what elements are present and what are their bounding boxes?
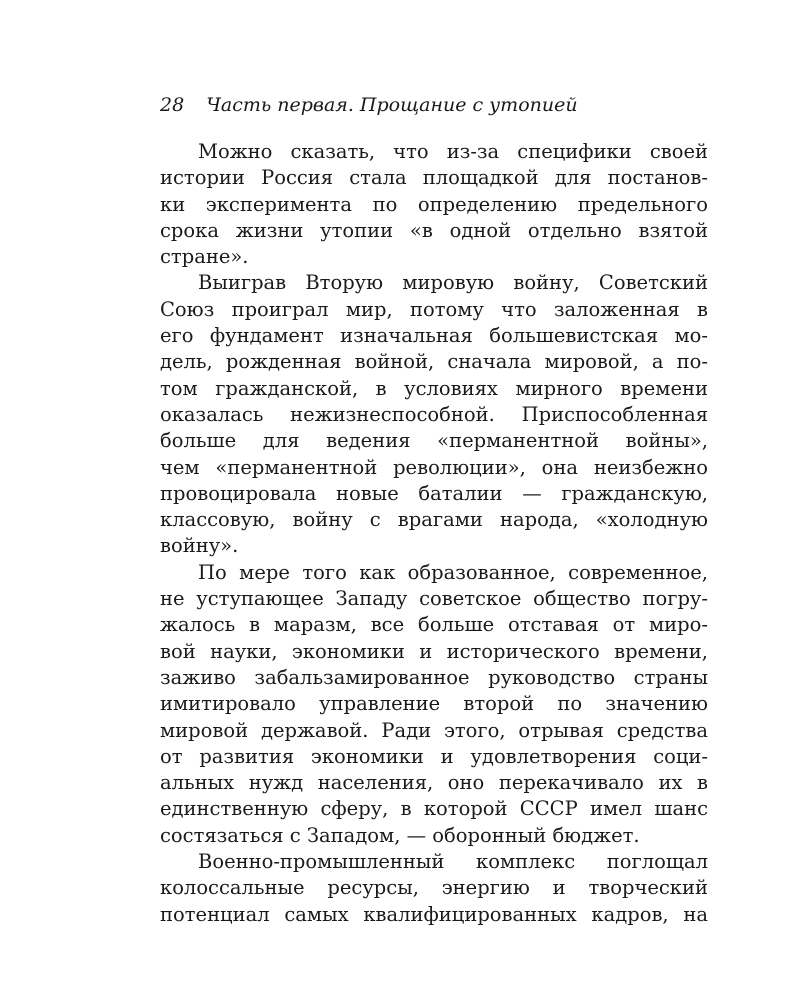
text-line: дель, рожденная войной, сначала мировой, а по- — [160, 350, 708, 374]
paragraph — [160, 270, 708, 559]
text-line: провоцировала новые баталии — гражданскую, — [160, 481, 708, 505]
text-line: истории Россия стала площадкой для постанов- — [160, 166, 708, 190]
text-line: его фундамент изначальная большевистская мо- — [160, 324, 708, 348]
text-line: состязаться с Западом, — оборонный бюджет. — [160, 823, 640, 847]
book-page — [160, 0, 708, 1000]
text-line: войну». — [160, 534, 239, 558]
text-line: срока жизни утопии «в одной отдельно взятой — [160, 218, 708, 242]
text-line: единственную сферу, в которой СССР имел шанс — [160, 797, 708, 821]
running-title: Часть первая. Прощание с утопией — [206, 94, 578, 116]
text-line: потенциал самых квалифицированных кадров, на — [160, 902, 708, 926]
text-line: жалось в маразм, все больше отставая от миро- — [160, 613, 708, 637]
text-line: Союз проиграл мир, потому что заложенная в — [160, 297, 708, 321]
text-line: больше для ведения «перманентной войны», — [160, 429, 708, 453]
text-line: альных нужд населения, оно перекачивало их в — [160, 771, 708, 795]
text-line: том гражданской, в условиях мирного времени — [160, 376, 708, 400]
paragraph — [160, 849, 708, 928]
paragraph — [160, 139, 708, 270]
text-line: стране». — [160, 245, 249, 269]
text-line: чем «перманентной революции», она неизбежно — [160, 455, 708, 479]
text-line: мировой державой. Ради этого, отрывая средства — [160, 718, 708, 742]
paragraph — [160, 560, 708, 849]
running-header — [160, 92, 708, 118]
text-line: классовую, войну с врагами народа, «холодную — [160, 508, 708, 532]
text-line: Военно-промышленный комплекс поглощал — [198, 850, 708, 874]
text-line: оказалась нежизнеспособной. Приспособленная — [160, 402, 708, 426]
text-line: Выиграв Вторую мировую войну, Советский — [198, 271, 708, 295]
text-line: ки эксперимента по определению предельного — [160, 192, 708, 216]
text-line: вой науки, экономики и исторического времени, — [160, 639, 708, 663]
text-line: По мере того как образованное, современное, — [198, 560, 708, 584]
text-line: от развития экономики и удовлетворения соци- — [160, 744, 708, 768]
body-text — [160, 139, 708, 928]
text-line: не уступающее Западу советское общество погру- — [160, 587, 708, 611]
text-line: имитировало управление второй по значению — [160, 692, 708, 716]
text-line: Можно сказать, что из-за специфики своей — [198, 140, 708, 163]
text-line: заживо забальзамированное руководство страны — [160, 665, 708, 689]
page-number: 28 — [160, 94, 185, 116]
text-line: колоссальные ресурсы, энергию и творческий — [160, 876, 708, 900]
